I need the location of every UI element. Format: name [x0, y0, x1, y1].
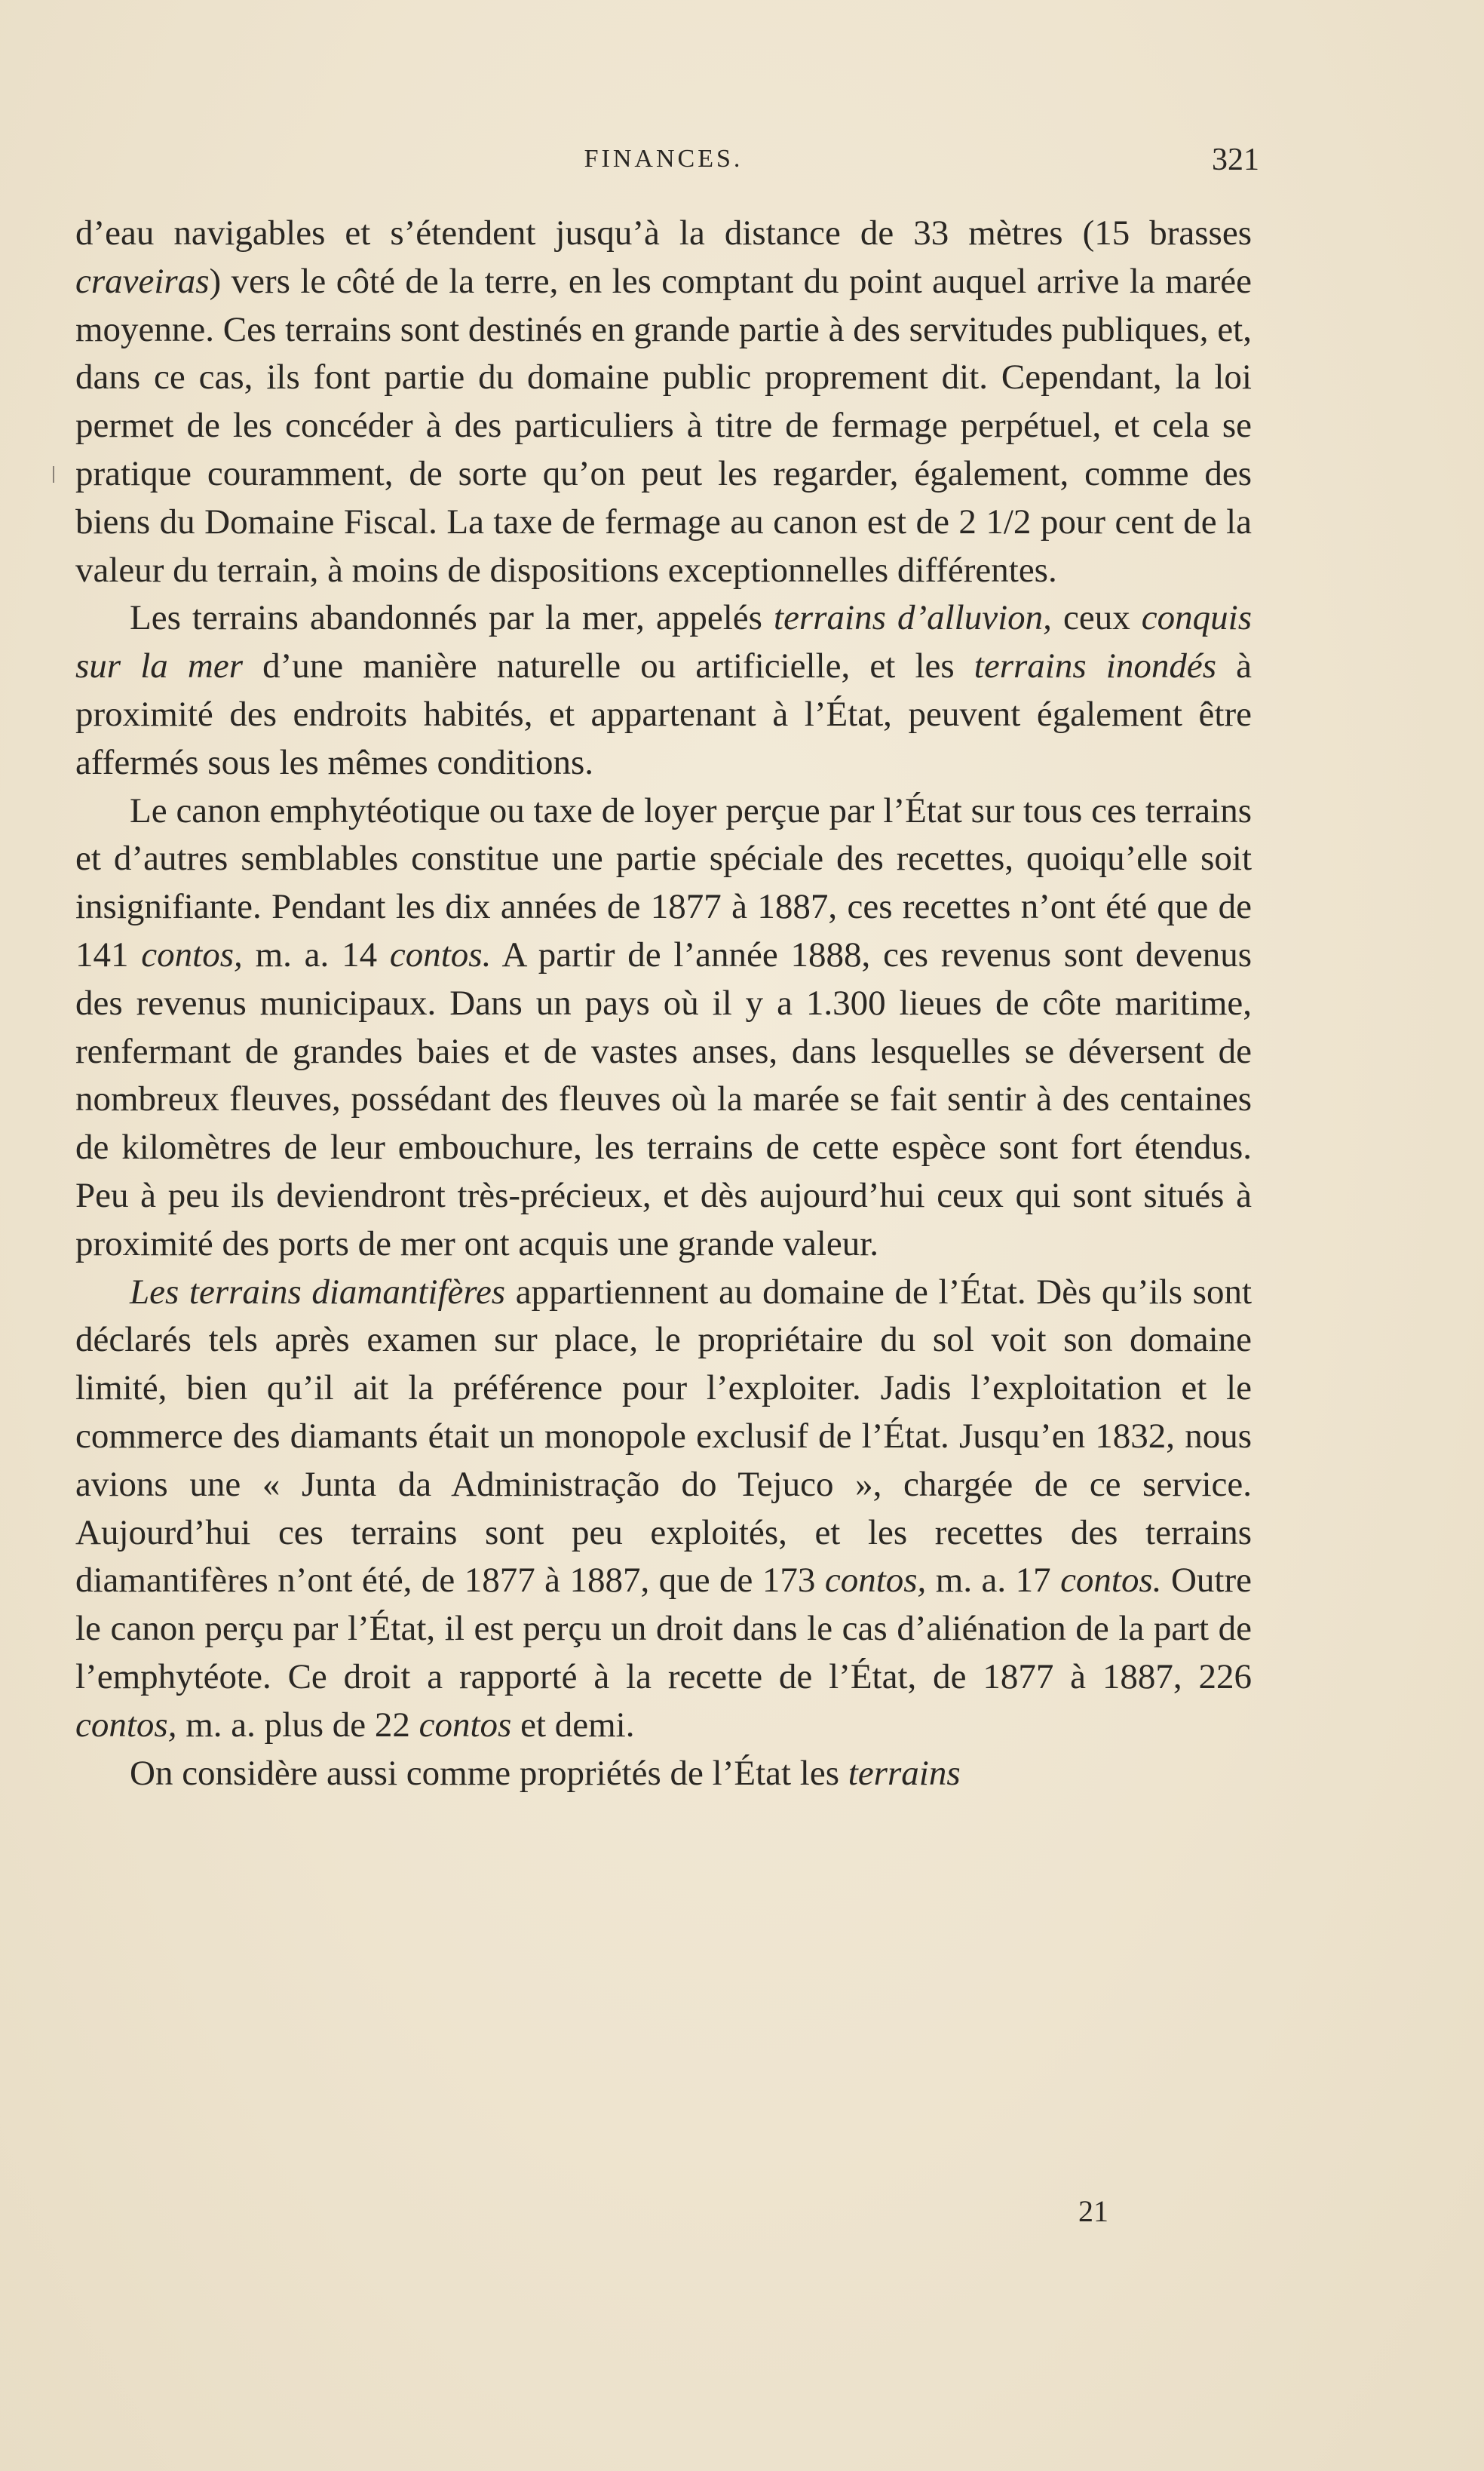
text-span: à proximité des endroits habités, et appartenant à l’État, peuvent également être affermés sous les mêmes conditions.	[75, 646, 1252, 782]
text-span: Les terrains abandonnés par la mer, appelés	[130, 598, 774, 638]
text-span: m. a. 17	[926, 1561, 1061, 1601]
italic-term: contos	[419, 1705, 512, 1745]
italic-term: Les terrains diamantifères	[130, 1272, 506, 1312]
text-span: Outre le canon perçu par l’État, il est perçu un droit dans le cas d’aliénation de la part de l’emphytéote. Ce droit a rapporté à la recette de l’État, de 1877 à 1887, 226	[75, 1561, 1253, 1696]
text-span: ) vers le côté de la terre, en les comptant du point auquel arrive la marée moyenne. Ces terrains sont destinés en grande partie à des servitudes publiques, et, dans ce cas, ils font partie du domaine public proprement dit. Cependant, la loi permet de les concéder à des particuliers à titre de fermage perpétuel, et cela se pratique couramment, de sorte qu’on peut les regarder, également, comme des biens du Domaine Fiscal. La taxe de fermage au canon est de 2 1/2 pour cent de la valeur du terrain, à moins de dispositions exceptionnelles différentes.	[75, 261, 1252, 590]
text-span: ceux	[1051, 598, 1142, 638]
italic-term: conquis sur la mer	[75, 598, 1252, 686]
italic-term: contos,	[141, 935, 243, 975]
text-span: Le canon emphytéotique ou taxe de loyer perçue par l’État sur tous ces terrains et d’autres semblables constitue une partie spéciale des recettes, quoiqu’elle soit insignifiante. Pendant les dix années de 1877 à 1887, ces recettes n’ont été que de 141	[75, 790, 1252, 975]
italic-term: terrains	[848, 1753, 961, 1793]
page-header	[75, 142, 1259, 180]
italic-term: terrains d’alluvion,	[774, 598, 1052, 638]
text-span: appartiennent au domaine de l’État. Dès qu’ils sont déclarés tels après examen sur place, le propriétaire du sol voit son domaine limité, bien qu’il ait la préférence pour l’exploiter. Jadis l’exploitation et le commerce des diamants était un monopole exclusif de l’État. Jusqu’en 1832, nous avions une « Junta da Administração do Tejuco », chargée de ce service. Aujourd’hui ces terrains sont peu exploités, et les recettes des terrains diamantifères n’ont été, de 1877 à 1887, que de 173	[75, 1272, 1252, 1601]
body-text	[75, 210, 1252, 1797]
page-number: 321	[1212, 143, 1259, 177]
italic-term: contos,	[824, 1561, 927, 1601]
paragraph-3	[75, 787, 1252, 1269]
italic-term: contos,	[75, 1705, 177, 1745]
paragraph-5	[75, 1750, 1252, 1798]
italic-term: craveiras	[75, 261, 210, 301]
italic-term: contos.	[389, 935, 492, 975]
text-span: d’eau navigables et s’étendent jusqu’à la distance de 33 mètres (15 brasses	[75, 213, 1252, 253]
text-span: et demi.	[511, 1705, 635, 1745]
text-span: m. a. plus de 22	[176, 1705, 419, 1745]
text-span: d’une manière naturelle ou artificielle, et les	[243, 646, 974, 686]
margin-mark	[53, 466, 54, 483]
text-span: A partir de l’année 1888, ces revenus sont devenus des revenus municipaux. Dans un pays où il y a 1.300 lieues de côte maritime, renfermant de grandes baies et de vastes anses, dans lesquelles se déversent de nombreux fleuves, possédant des fleuves où la marée se fait sentir à des centaines de kilomètres de leur embouchure, les terrains de cette espèce sont fort étendus. Peu à peu ils deviendront très-précieux, et dès aujourd’hui ceux qui sont situés à proximité des ports de mer ont acquis une grande valeur.	[75, 935, 1252, 1263]
running-head: FINANCES.	[584, 145, 744, 173]
signature-mark: 21	[1078, 2194, 1108, 2228]
text-span: m. a. 14	[242, 935, 390, 975]
paragraph-1	[75, 210, 1252, 594]
italic-term: contos.	[1060, 1561, 1162, 1601]
paragraph-4	[75, 1269, 1252, 1750]
text-span: On considère aussi comme propriétés de l’État les	[130, 1753, 848, 1793]
italic-term: terrains inondés	[973, 646, 1216, 686]
paragraph-2	[75, 594, 1252, 787]
